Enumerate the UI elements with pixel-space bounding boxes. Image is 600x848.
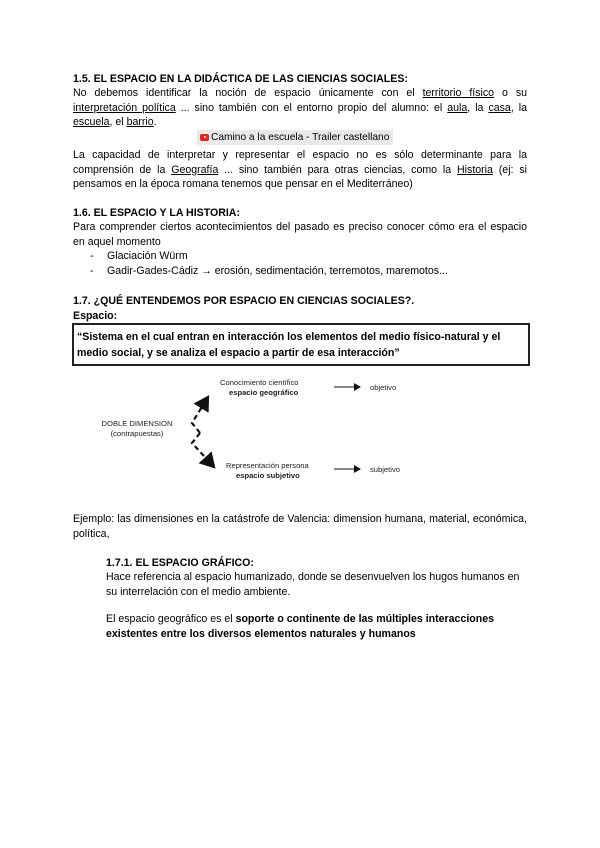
diagram-center-label: DOBLE DIMENSIÓN (contrapuestas) [101, 419, 173, 438]
diagram-top-label: Conocimiento científico espacio geográfico [220, 378, 299, 397]
section-1-5-continued [73, 148, 527, 192]
section-1-7-heading: 1.7. ¿QUÉ ENTENDEMOS POR ESPACIO EN CIENCIAS SOCIALES?. [73, 295, 415, 307]
example-paragraph-block [73, 512, 527, 541]
section-1-5-paragraph-2: La capacidad de interpretar y representar el espacio no es sólo determinante para la comprensión de la Geografía ... sino también para otras ciencias, como la Historia (ej: si pensamos en la época romana tenemos que pensar en el Mediterráneo) [73, 149, 527, 190]
espacio-label: Espacio: [73, 310, 118, 322]
link-interpretacion-politica[interactable]: interpretación política [73, 101, 176, 114]
section-1-7-1-paragraph-1: Hace referencia al espacio humanizado, donde se desenvuelven los hugos humanos en su interrelación con el medio ambiente. [106, 571, 520, 598]
link-territorio-fisico[interactable]: territorio físico [422, 87, 495, 99]
section-1-7-1-heading: 1.7.1. EL ESPACIO GRÁFICO: [106, 557, 254, 569]
section-1-6 [73, 206, 527, 278]
section-1-5-paragraph-1: No debemos identificar la noción de espacio únicamente con el territorio físico o su interpretación política ... sino también con el entorno propio del alumno: el aula, la casa, la escuela, el barrio. [73, 87, 528, 128]
section-1-6-heading: 1.6. EL ESPACIO Y LA HISTORIA: [73, 207, 240, 219]
list-item: - Glaciación Würm [90, 250, 188, 262]
definition-box: “Sistema en el cual entran en interacción los elementos del medio físico-natural y el medio social, y se analiza el espacio a partir de esa interacción” [72, 323, 530, 366]
section-1-5 [73, 72, 527, 130]
link-casa[interactable]: casa [488, 101, 511, 114]
section-1-7 [73, 294, 527, 323]
diagram-bottom-label: Representación persona espacio subjetivo [226, 461, 309, 480]
video-link-chip[interactable] [197, 130, 393, 145]
link-escuela[interactable]: escuela [73, 116, 110, 128]
section-1-6-paragraph: Para comprender ciertos acontecimientos del pasado es preciso conocer cómo era el espacio en aquel momento [73, 221, 527, 248]
diagram-bottom-result: subjetivo [370, 465, 400, 474]
link-aula[interactable]: aula [447, 101, 468, 114]
example-paragraph: Ejemplo: las dimensiones en la catástrofe de Valencia: dimension humana, material, económica, política, [73, 513, 527, 540]
diagram-top-result: objetivo [370, 383, 397, 392]
video-link-label: Camino a la escuela - Trailer castellano [211, 132, 390, 143]
youtube-icon [200, 134, 209, 141]
list-item: - Gadir-Gades-Cádiz → erosión, sedimentación, terremotos, maremotos... [90, 264, 448, 277]
link-geografia[interactable]: Geografía [171, 163, 219, 176]
link-barrio[interactable]: barrio [126, 116, 154, 128]
section-1-7-1 [106, 556, 526, 641]
section-1-7-1-paragraph-2: El espacio geográfico es el soporte o continente de las múltiples interacciones existentes entre los diversos elementos naturales y humanos [106, 613, 494, 640]
section-1-6-list [73, 249, 527, 278]
double-dimension-diagram [88, 375, 418, 487]
link-historia[interactable]: Historia [457, 163, 493, 176]
section-1-5-heading: 1.5. EL ESPACIO EN LA DIDÁCTICA DE LAS CIENCIAS SOCIALES: [73, 73, 408, 85]
